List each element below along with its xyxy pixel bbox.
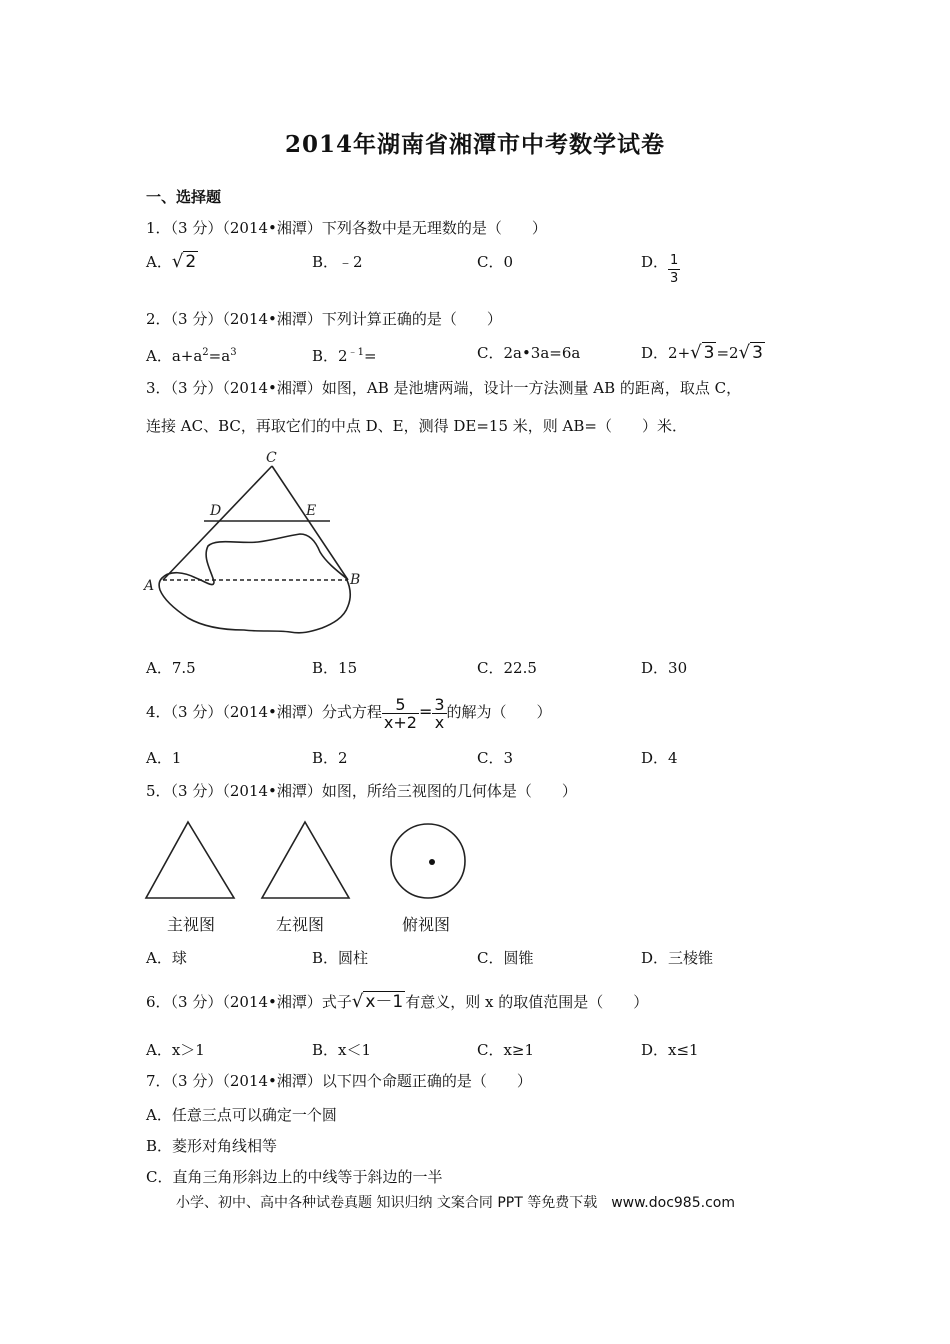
front-view-triangle	[146, 822, 234, 898]
expr-part: =	[363, 347, 377, 365]
option-c: C．3	[477, 749, 514, 767]
pond-figure	[140, 448, 370, 648]
sqrt-expression: √ 3	[690, 342, 715, 363]
question-stem: 5．（3 分）（2014•湘潭）如图，所给三视图的几何体是（ ）	[146, 782, 577, 800]
stem-text: 有意义，则 x 的取值范围是（ ）	[405, 993, 649, 1011]
denominator: x+2	[383, 712, 417, 732]
stem-text: 4．（3 分）（2014•湘潭）分式方程	[146, 703, 382, 721]
option-b	[312, 343, 377, 366]
side-view-label: 左视图	[276, 915, 325, 934]
label-c: C	[266, 450, 277, 466]
radicand: 3	[703, 343, 715, 363]
sqrt-expression: √ 3	[738, 342, 763, 363]
option-c: C．圆锥	[477, 949, 534, 967]
radicand: 2	[185, 252, 197, 272]
numerator: 3	[434, 694, 445, 714]
option-b: B．菱形对角线相等	[146, 1137, 278, 1155]
line-ac	[163, 466, 272, 580]
page-title: 2014年湖南省湘潭市中考数学试卷	[284, 131, 665, 158]
pond-outline	[159, 534, 350, 633]
top-view-center-dot	[429, 859, 435, 865]
equals-sign: =	[418, 702, 433, 721]
option-b: B．15	[312, 659, 358, 677]
option-a: A．球	[146, 949, 187, 967]
line-bc	[272, 466, 348, 580]
option-d: D．x≤1	[641, 1041, 699, 1059]
option-d: D．30	[641, 659, 688, 677]
question-stem: 7．（3 分）（2014•湘潭）以下四个命题正确的是（ ）	[146, 1072, 532, 1090]
fraction	[668, 252, 680, 287]
question-stem-line-1: 3．（3 分）（2014•湘潭）如图，AB 是池塘两端，设计一方法测量 AB 的距离，取点 C，	[146, 379, 742, 397]
exponent: 3	[230, 347, 237, 358]
expr-part: =2	[716, 344, 739, 362]
label-a: A	[144, 578, 155, 594]
question-stem: 1．（3 分）（2014•湘潭）下列各数中是无理数的是（ ）	[146, 219, 547, 237]
option-b: B．2	[312, 749, 348, 767]
fraction-1	[382, 696, 419, 731]
option-c: C．2a•3a=6a	[477, 344, 581, 362]
label-e: E	[306, 503, 317, 519]
front-view-label: 主视图	[167, 915, 216, 934]
three-views-figure	[140, 816, 480, 906]
option-d: D．三棱锥	[641, 949, 714, 967]
exponent: 2	[202, 347, 209, 358]
top-view-circle	[391, 824, 465, 898]
option-label: D．	[641, 253, 669, 271]
label-d: D	[210, 503, 222, 519]
expr-part: D．2+	[641, 344, 691, 362]
section-heading: 一、选择题	[146, 188, 222, 206]
option-a: A．7.5	[146, 659, 196, 677]
exponent: ﹣1	[347, 347, 364, 358]
option-b: B．﹣2	[312, 253, 363, 271]
option-b: B．x＜1	[312, 1041, 372, 1059]
radicand: 3	[752, 343, 763, 363]
option-d	[641, 343, 765, 363]
fraction-2	[432, 696, 446, 731]
expr-part: B．2	[312, 347, 348, 365]
denominator: 3	[670, 271, 679, 286]
option-a: A．1	[146, 749, 182, 767]
option-a: A．x＞1	[146, 1041, 205, 1059]
side-view-triangle	[262, 822, 349, 898]
top-view-label: 俯视图	[402, 915, 451, 934]
stem-text: 6．（3 分）（2014•湘潭）式子	[146, 993, 352, 1011]
option-b: B．圆柱	[312, 949, 369, 967]
option-label: A．	[146, 253, 172, 271]
radicand: x－1	[365, 992, 404, 1012]
expr-part: =a	[208, 347, 231, 365]
option-a: A．任意三点可以确定一个圆	[146, 1106, 337, 1124]
question-stem-line-2: 连接 AC、BC，再取它们的中点 D、E，测得 DE=15 米，则 AB=（ ）米．	[146, 417, 687, 435]
denominator: x	[434, 712, 445, 732]
numerator: 5	[382, 696, 419, 714]
stem-text: 的解为（ ）	[446, 703, 552, 721]
sqrt-expression: √ x－1	[351, 991, 404, 1012]
numerator: 1	[670, 253, 679, 268]
question-stem: 2．（3 分）（2014•湘潭）下列计算正确的是（ ）	[146, 310, 502, 328]
footer-watermark: 小学、初中、高中各种试卷真题 知识归纳 文案合同 PPT 等免费下载 www.doc985.com	[176, 1195, 735, 1211]
option-c: C．x≥1	[477, 1041, 535, 1059]
option-d: D．4	[641, 749, 678, 767]
sqrt-expression: √ 2	[171, 251, 197, 272]
label-b: B	[350, 572, 361, 588]
question-stem	[146, 992, 648, 1012]
option-c: C．直角三角形斜边上的中线等于斜边的一半	[146, 1168, 443, 1186]
question-stem	[146, 694, 552, 731]
option-c: C．0	[477, 253, 514, 271]
option-a	[146, 252, 198, 272]
expr-part: A．a+a	[146, 347, 203, 365]
option-a	[146, 343, 237, 366]
option-d	[641, 252, 680, 287]
option-c: C．22.5	[477, 659, 537, 677]
